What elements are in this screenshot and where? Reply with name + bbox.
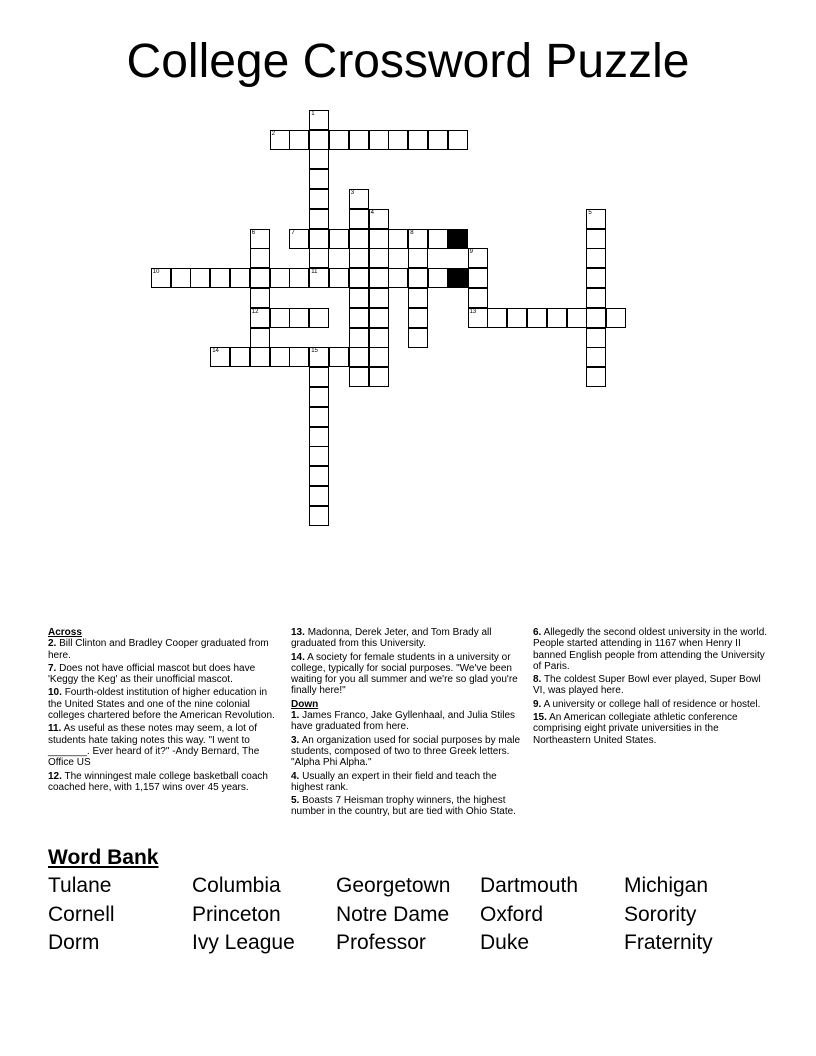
grid-cell[interactable]	[567, 308, 587, 328]
clue-number: 2	[271, 130, 275, 137]
grid-cell[interactable]	[369, 308, 389, 328]
grid-cell[interactable]	[309, 110, 329, 130]
grid-cell[interactable]	[230, 268, 250, 288]
grid-cell[interactable]	[349, 288, 369, 308]
grid-cell[interactable]	[606, 308, 626, 328]
word-bank-word: Columbia	[192, 874, 281, 897]
grid-cell[interactable]	[369, 248, 389, 268]
clue-number: 1	[311, 110, 315, 117]
clues-column-1	[48, 627, 280, 795]
word-bank-word: Dorm	[48, 931, 100, 954]
grid-cell[interactable]	[468, 248, 488, 268]
word-bank-word: Notre Dame	[336, 903, 450, 926]
grid-cell[interactable]	[388, 268, 408, 288]
clue-number: 5	[588, 209, 592, 216]
grid-cell[interactable]	[230, 347, 250, 367]
word-bank-word: Oxford	[480, 903, 544, 926]
grid-cell[interactable]	[190, 268, 210, 288]
grid-cell[interactable]	[289, 268, 309, 288]
grid-cell[interactable]	[309, 427, 329, 447]
word-bank-word: Dartmouth	[480, 874, 579, 897]
grid-cell[interactable]	[586, 367, 606, 387]
grid-cell[interactable]	[369, 328, 389, 348]
grid-cell[interactable]	[309, 149, 329, 169]
grid-cell[interactable]	[270, 130, 290, 150]
clue-number: 14	[212, 348, 219, 355]
clue-number: 15	[311, 348, 318, 355]
grid-cell[interactable]	[408, 229, 428, 249]
grid-cell[interactable]	[369, 229, 389, 249]
down-heading: Down	[291, 698, 319, 710]
grid-cell[interactable]	[586, 229, 606, 249]
grid-cell[interactable]	[369, 367, 389, 387]
grid-cell[interactable]	[408, 328, 428, 348]
grid-cell[interactable]	[428, 229, 448, 249]
grid-cell[interactable]	[309, 446, 329, 466]
grid-cell[interactable]	[586, 209, 606, 229]
word-bank-word: Professor	[336, 931, 426, 954]
clue-number: 9	[469, 249, 473, 256]
grid-cell[interactable]	[428, 130, 448, 150]
grid-cell[interactable]	[309, 407, 329, 427]
grid-cell[interactable]	[309, 308, 329, 328]
grid-cell[interactable]	[289, 308, 309, 328]
page-title: College Crossword Puzzle	[126, 35, 690, 88]
grid-cell[interactable]	[586, 328, 606, 348]
grid-cell[interactable]	[289, 130, 309, 150]
grid-cell[interactable]	[210, 347, 230, 367]
grid-cell[interactable]	[487, 308, 507, 328]
grid-cell[interactable]	[369, 268, 389, 288]
grid-cell[interactable]	[349, 189, 369, 209]
grid-cell[interactable]	[408, 288, 428, 308]
clue-down-3: 3. An organization used for social purposes by male students, composed of two to three Greek letters. "Alpha Phi Alpha."	[291, 734, 521, 769]
grid-cell[interactable]	[586, 248, 606, 268]
word-bank-word: Cornell	[48, 903, 115, 926]
clue-down-5: 5. Boasts 7 Heisman trophy winners, the highest number in the country, but are tied with Ohio State.	[291, 795, 516, 818]
grid-cell[interactable]	[448, 130, 468, 150]
clue-across-11: 11. As useful as these notes may seem, a lot of students hate taking notes this way. "I went to _______. Ever heard of it?" -Andy Bernard, The Office US	[48, 723, 260, 769]
grid-cell[interactable]	[289, 229, 309, 249]
grid-cell[interactable]	[309, 268, 329, 288]
word-bank-word: Tulane	[48, 874, 112, 897]
grid-cell[interactable]	[309, 466, 329, 486]
grid-cell[interactable]	[586, 288, 606, 308]
clue-number: 11	[311, 269, 318, 276]
grid-cell[interactable]	[309, 229, 329, 249]
word-bank-title: Word Bank	[48, 846, 159, 869]
clue-down-4: 4. Usually an expert in their field and teach the highest rank.	[291, 770, 497, 793]
grid-cell[interactable]	[349, 130, 369, 150]
grid-cell[interactable]	[388, 130, 408, 150]
grid-cell[interactable]	[270, 347, 290, 367]
grid-cell[interactable]	[309, 486, 329, 506]
grid-cell[interactable]	[547, 308, 567, 328]
grid-cell[interactable]	[250, 288, 270, 308]
clue-across-7: 7. Does not have official mascot but does have 'Keggy the Keg' as their unofficial mascot.	[48, 662, 256, 686]
grid-cell[interactable]	[309, 367, 329, 387]
grid-cell[interactable]	[309, 209, 329, 229]
clue-number: 4	[370, 209, 374, 216]
across-heading: Across	[48, 627, 82, 638]
grid-cell[interactable]	[349, 209, 369, 229]
grid-cell[interactable]	[468, 288, 488, 308]
grid-cell[interactable]	[349, 248, 369, 268]
grid-cell[interactable]	[408, 268, 428, 288]
clue-number: 3	[350, 190, 355, 196]
grid-cell[interactable]	[270, 268, 290, 288]
grid-cell[interactable]	[349, 347, 369, 367]
black-square	[448, 229, 468, 249]
clues-column-2	[291, 627, 527, 820]
grid-cell[interactable]	[309, 506, 329, 526]
grid-cell[interactable]	[349, 367, 369, 387]
grid-cell[interactable]	[309, 130, 329, 150]
clue-number: 12	[251, 308, 259, 315]
grid-cell[interactable]	[210, 268, 230, 288]
clue-across-10: 10. Fourth-oldest institution of higher education in the United States and one of the nine colonial colleges chartered before the American Revolution.	[48, 687, 275, 722]
grid-cell[interactable]	[468, 268, 488, 288]
grid-cell[interactable]	[250, 229, 270, 249]
grid-cell[interactable]	[329, 268, 349, 288]
grid-cell[interactable]	[369, 288, 389, 308]
clues-column-3	[533, 627, 773, 748]
word-bank-word: Georgetown	[336, 874, 451, 897]
clue-across-13: 13. Madonna, Derek Jeter, and Tom Brady all graduated from this University.	[291, 627, 492, 650]
clue-down-15: 15. An American collegiate athletic conference comprising eight private universities in the Northeastern United States.	[533, 712, 738, 746]
grid-cell[interactable]	[586, 347, 606, 367]
grid-cell[interactable]	[408, 130, 428, 150]
grid-cell[interactable]	[250, 268, 270, 288]
word-bank-word: Sorority	[624, 903, 697, 926]
clue-across-12: 12. The winningest male college basketball coach coached here, with 1,157 wins over 45 years.	[48, 770, 268, 793]
grid-cell[interactable]	[329, 130, 349, 150]
grid-cell[interactable]	[369, 347, 389, 367]
grid-cell[interactable]	[349, 308, 369, 328]
clue-across-2: 2. Bill Clinton and Bradley Cooper graduated from here.	[48, 638, 269, 661]
grid-cell[interactable]	[369, 209, 389, 229]
grid-cell[interactable]	[309, 387, 329, 407]
clue-number: 7	[291, 229, 295, 236]
clue-across-14: 14. A society for female students in a university or college, typically for social purposes. "We've been waiting for you all summer and we're so glad you're finally here!"	[291, 651, 518, 697]
grid-cell[interactable]	[507, 308, 527, 328]
grid-cell[interactable]	[408, 248, 428, 268]
grid-cell[interactable]	[349, 229, 369, 249]
grid-cell[interactable]	[309, 248, 329, 268]
grid-cell[interactable]	[289, 347, 309, 367]
clue-down-8: 8. The coldest Super Bowl ever played, Super Bowl VI, was played here.	[533, 674, 761, 697]
grid-cell[interactable]	[527, 308, 547, 328]
grid-cell[interactable]	[309, 169, 329, 189]
grid-cell[interactable]	[250, 248, 270, 268]
grid-cell[interactable]	[408, 308, 428, 328]
grid-cell[interactable]	[250, 308, 270, 328]
clue-number: 10	[152, 269, 160, 276]
grid-cell[interactable]	[250, 328, 270, 348]
grid-cell[interactable]	[388, 229, 408, 249]
grid-cell[interactable]	[369, 130, 389, 150]
grid-cell[interactable]	[151, 268, 171, 288]
grid-cell[interactable]	[329, 229, 349, 249]
clue-down-1: 1. James Franco, Jake Gyllenhaal, and Julia Stiles have graduated from here.	[291, 710, 516, 733]
grid-cell[interactable]	[309, 347, 329, 367]
word-bank-word: Ivy League	[192, 931, 295, 954]
grid-cell[interactable]	[309, 189, 329, 209]
grid-cell[interactable]	[586, 268, 606, 288]
word-bank-word: Princeton	[192, 903, 281, 926]
grid-cell[interactable]	[329, 347, 349, 367]
clue-down-9: 9. A university or college hall of residence or hostel.	[533, 698, 761, 710]
clue-number: 8	[410, 229, 414, 236]
grid-cell[interactable]	[468, 308, 488, 328]
word-bank-word: Fraternity	[624, 931, 713, 954]
grid-cell[interactable]	[586, 308, 606, 328]
clue-number: 6	[251, 229, 256, 236]
grid-cell[interactable]	[349, 268, 369, 288]
clue-down-6: 6. Allegedly the second oldest university in the world. People started attending in 1167 when Henry II banned English people from attending the University of Paris.	[533, 627, 768, 672]
grid-cell[interactable]	[349, 328, 369, 348]
word-bank-word: Duke	[480, 931, 530, 954]
clue-number: 13	[469, 308, 477, 315]
grid-cell[interactable]	[270, 308, 290, 328]
grid-cell[interactable]	[171, 268, 191, 288]
black-square	[448, 268, 468, 288]
grid-cell[interactable]	[428, 268, 448, 288]
grid-cell[interactable]	[250, 347, 270, 367]
word-bank-word: Michigan	[624, 874, 709, 897]
